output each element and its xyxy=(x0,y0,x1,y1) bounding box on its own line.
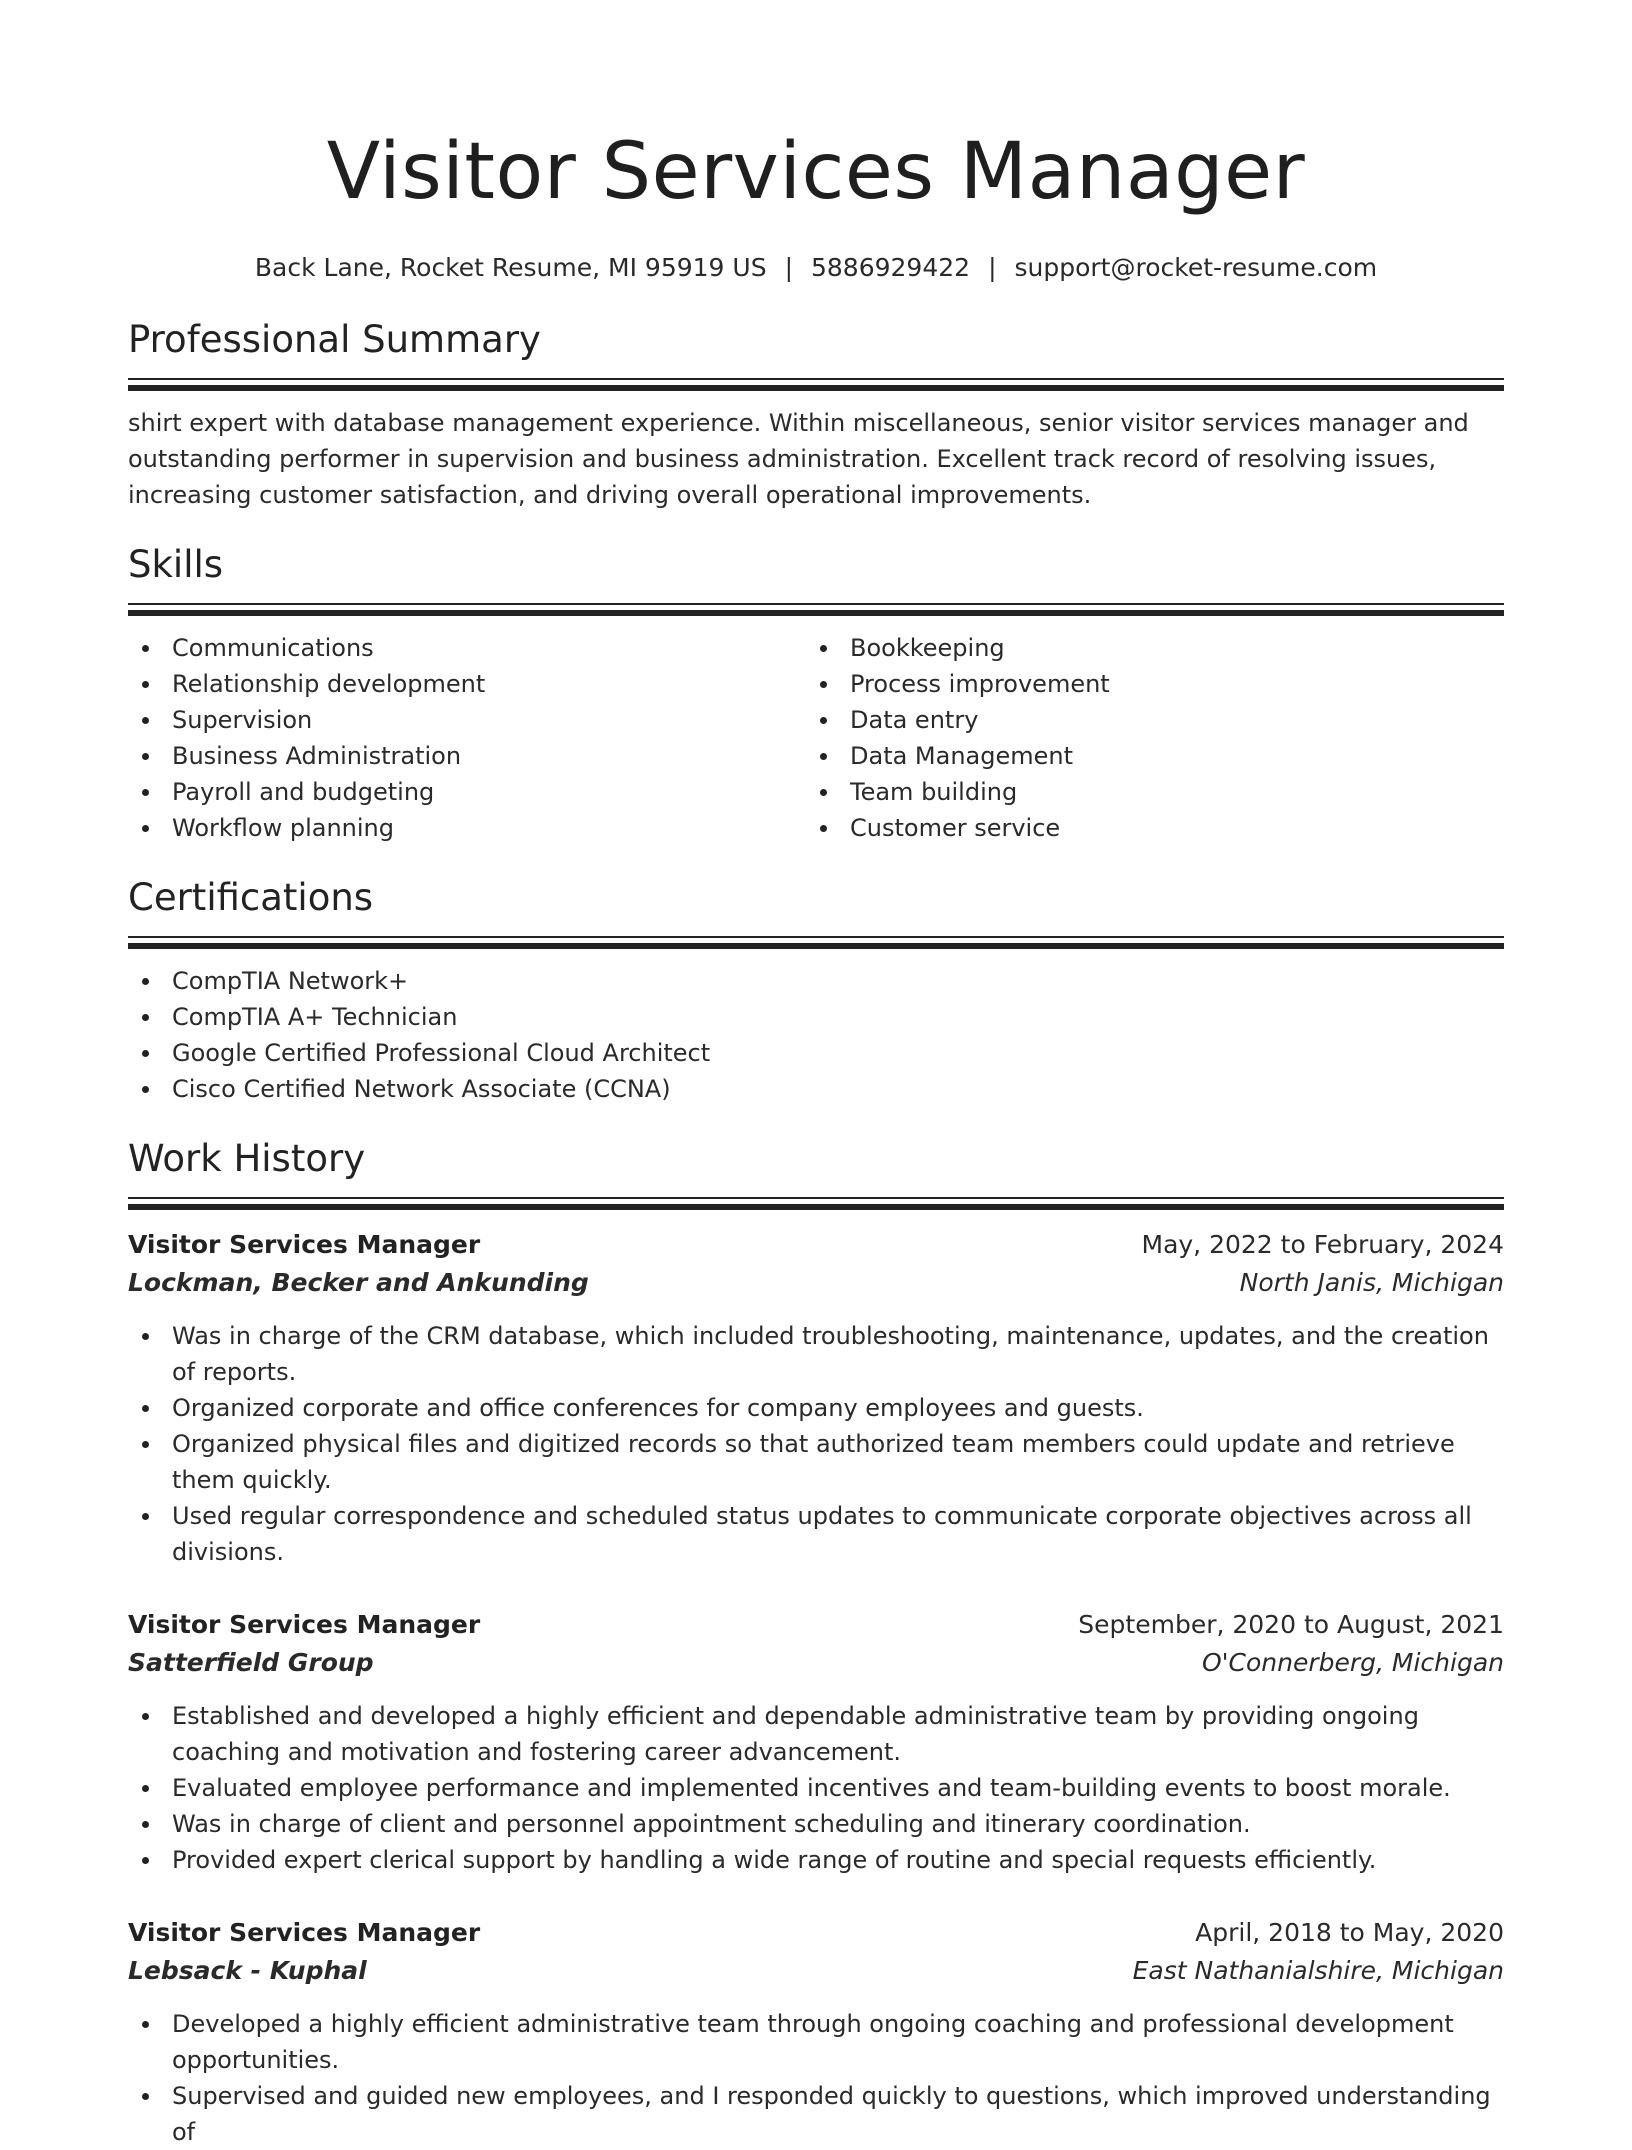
section-divider-thick xyxy=(128,610,1504,616)
skill-item: Relationship development xyxy=(128,666,806,702)
certification-item: CompTIA A+ Technician xyxy=(128,999,1504,1035)
certification-item: CompTIA Network+ xyxy=(128,963,1504,999)
certification-item: Cisco Certified Network Associate (CCNA) xyxy=(128,1071,1504,1107)
job-dates: April, 2018 to May, 2020 xyxy=(1195,1918,1504,1947)
work-history-section xyxy=(128,1135,1504,2150)
job-title: Visitor Services Manager xyxy=(128,1610,481,1639)
job-bullet: Used regular correspondence and scheduled status updates to communicate corporate objectives across all divisions. xyxy=(128,1498,1504,1570)
section-divider-thick xyxy=(128,943,1504,949)
job-subheader xyxy=(128,1644,1504,1682)
contact-phone: 5886929422 xyxy=(811,253,971,282)
job-company: Lebsack - Kuphal xyxy=(128,1956,367,1985)
job-company: Satterfield Group xyxy=(128,1648,374,1677)
contact-email: support@rocket-resume.com xyxy=(1014,253,1378,282)
skill-item: Customer service xyxy=(806,810,1484,846)
job-header xyxy=(128,1914,1504,1952)
contact-separator: | xyxy=(988,253,997,282)
job-header xyxy=(128,1226,1504,1264)
section-divider xyxy=(128,936,1504,938)
job-bullet: Evaluated employee performance and implemented incentives and team-building events to boost morale. xyxy=(128,1770,1504,1806)
job-bullets xyxy=(128,1318,1504,1570)
job-entry xyxy=(128,1914,1504,2150)
job-bullets xyxy=(128,2006,1504,2150)
certifications-list xyxy=(128,963,1504,1107)
job-subheader xyxy=(128,1264,1504,1302)
job-bullet: Organized corporate and office conferences for company employees and guests. xyxy=(128,1390,1504,1426)
job-bullet: Was in charge of the CRM database, which included troubleshooting, maintenance, updates, and the creation of reports. xyxy=(128,1318,1504,1390)
resume-page xyxy=(128,0,1504,2150)
skills-list-right xyxy=(806,630,1484,846)
job-title: Visitor Services Manager xyxy=(128,1918,481,1947)
contact-line xyxy=(128,250,1504,286)
skill-item: Supervision xyxy=(128,702,806,738)
section-title-work: Work History xyxy=(128,1137,366,1180)
contact-separator: | xyxy=(784,253,793,282)
section-divider xyxy=(128,378,1504,380)
contact-address: Back Lane, Rocket Resume, MI 95919 US xyxy=(254,253,767,282)
certification-item: Google Certified Professional Cloud Architect xyxy=(128,1035,1504,1071)
job-location: East Nathanialshire, Michigan xyxy=(1132,1956,1504,1985)
skill-item: Team building xyxy=(806,774,1484,810)
job-bullet: Organized physical files and digitized records so that authorized team members could update and retrieve them quickly. xyxy=(128,1426,1504,1498)
skill-item: Data Management xyxy=(806,738,1484,774)
skills-columns xyxy=(128,630,1504,846)
section-title-certifications: Certifications xyxy=(128,876,374,919)
job-bullet: Established and developed a highly efficient and dependable administrative team by providing ongoing coaching and motivation and fostering career advancement. xyxy=(128,1698,1504,1770)
summary-section xyxy=(128,316,1504,513)
skill-item: Payroll and budgeting xyxy=(128,774,806,810)
certifications-section xyxy=(128,874,1504,1107)
job-company: Lockman, Becker and Ankunding xyxy=(128,1268,589,1297)
job-bullets xyxy=(128,1698,1504,1878)
section-divider-thick xyxy=(128,1204,1504,1210)
job-bullet: Supervised and guided new employees, and I responded quickly to questions, which improved understanding of xyxy=(128,2078,1504,2150)
section-divider xyxy=(128,1197,1504,1199)
skill-item: Data entry xyxy=(806,702,1484,738)
skill-item: Business Administration xyxy=(128,738,806,774)
section-title-skills: Skills xyxy=(128,543,224,586)
job-entry xyxy=(128,1606,1504,1878)
skill-item: Workflow planning xyxy=(128,810,806,846)
job-location: O'Connerberg, Michigan xyxy=(1201,1648,1504,1677)
section-title-summary: Professional Summary xyxy=(128,318,541,361)
skills-section xyxy=(128,541,1504,846)
job-entry xyxy=(128,1226,1504,1570)
section-divider-thick xyxy=(128,385,1504,391)
job-subheader xyxy=(128,1952,1504,1990)
job-bullet: Provided expert clerical support by handling a wide range of routine and special requests efficiently. xyxy=(128,1842,1504,1878)
job-dates: May, 2022 to February, 2024 xyxy=(1141,1230,1504,1259)
skill-item: Communications xyxy=(128,630,806,666)
job-dates: September, 2020 to August, 2021 xyxy=(1078,1610,1504,1639)
job-title: Visitor Services Manager xyxy=(128,1230,481,1259)
summary-text: shirt expert with database management experience. Within miscellaneous, senior visitor services manager and outstanding performer in supervision and business administration. Excellent track record of resolving issues, increasing customer satisfaction, and driving overall operational improvements. xyxy=(128,409,1469,509)
job-header xyxy=(128,1606,1504,1644)
job-bullet: Was in charge of client and personnel appointment scheduling and itinerary coordination. xyxy=(128,1806,1504,1842)
skills-list-left xyxy=(128,630,806,846)
job-location: North Janis, Michigan xyxy=(1239,1268,1504,1297)
skill-item: Process improvement xyxy=(806,666,1484,702)
section-divider xyxy=(128,603,1504,605)
job-bullet: Developed a highly efficient administrative team through ongoing coaching and professional development opportunities. xyxy=(128,2006,1504,2078)
skill-item: Bookkeeping xyxy=(806,630,1484,666)
resume-name: Visitor Services Manager xyxy=(326,127,1306,217)
